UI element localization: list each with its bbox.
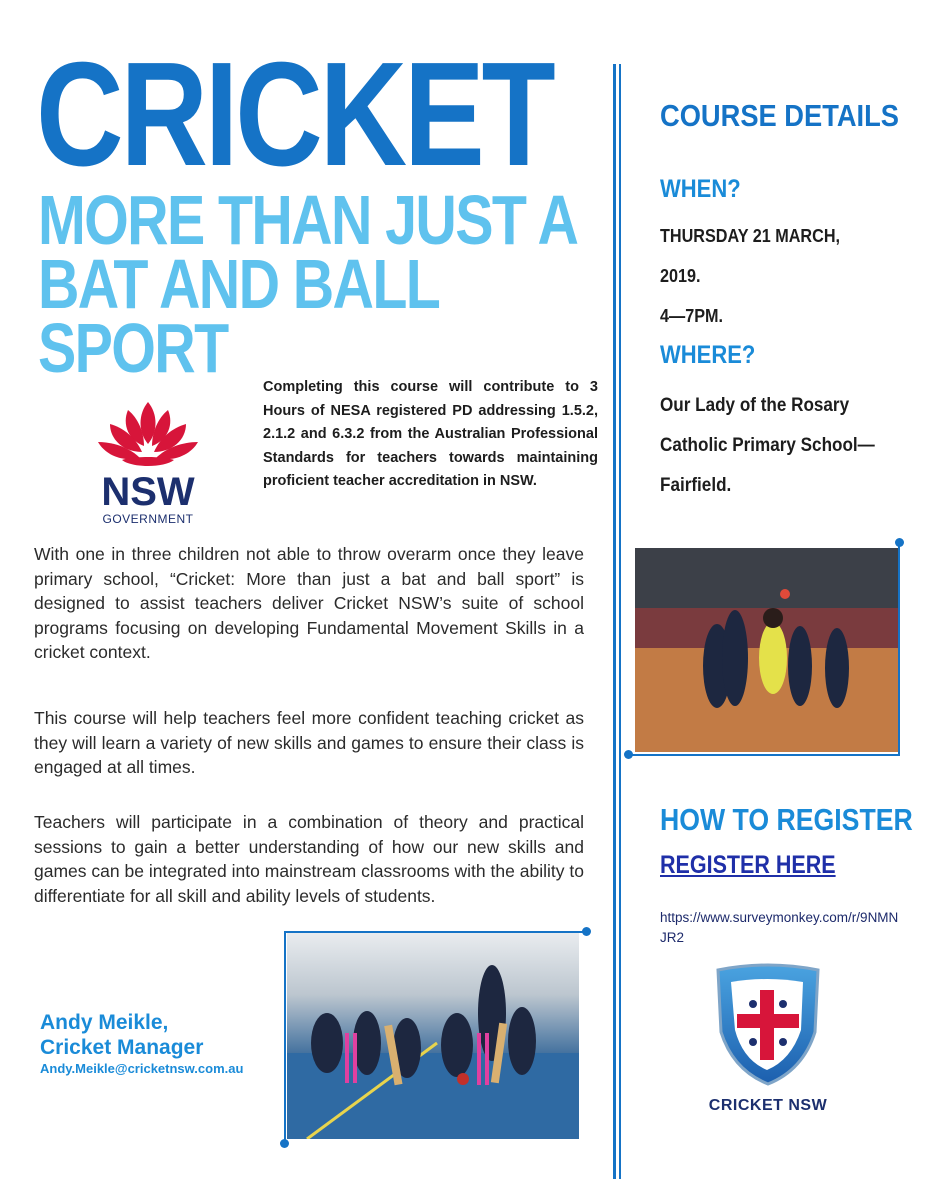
photo1-bottom-line <box>628 754 900 756</box>
course-date-line-1: THURSDAY 21 MARCH, <box>660 226 841 246</box>
confidence-paragraph: This course will help teachers feel more confident teaching cricket as they will learn a variety of new skills and games to ensure their class is engaged at all times. <box>34 708 584 777</box>
course-date-line-2: 2019. <box>660 266 701 286</box>
photo2-dot-right <box>582 927 591 936</box>
contact-email[interactable]: Andy.Meikle@cricketnsw.com.au <box>40 1061 244 1076</box>
register-here-link[interactable]: REGISTER HERE <box>660 851 836 879</box>
cricket-nsw-logo-text: CRICKET NSW <box>708 1097 828 1114</box>
course-details-heading: COURSE DETAILS <box>660 98 899 133</box>
how-to-register-heading: HOW TO REGISTER <box>660 802 913 837</box>
headline-sub-line-2: BAT AND BALL <box>38 245 440 323</box>
register-url[interactable]: https://www.surveymonkey.com/r/9NMNJR2 <box>660 910 899 945</box>
contact-role: Cricket Manager <box>40 1036 204 1059</box>
nsw-government-logo <box>88 398 208 528</box>
nesa-accreditation-text: Completing this course will contribute to 3 Hours of NESA registered PD addressing 1.5.2, 2.1.2 and 6.3.2 from the Australian Professional Standards for teachers towards maintaining proficient teacher accreditation in NSW. <box>263 379 598 489</box>
course-time: 4—7PM. <box>660 306 724 326</box>
intro-paragraph: With one in three children not able to throw overarm once they leave primary school, “Cricket: More than just a bat and ball sport” is designed to assist teachers deliver Cricket NSW’s suite of school programs focusing on developing Fundamental Movement Skills in a cricket context. <box>34 544 584 662</box>
course-location: Our Lady of the Rosary Catholic Primary School—Fairfield. <box>660 395 875 496</box>
sessions-paragraph: Teachers will participate in a combination of theory and practical sessions to gain a better understanding of how our new skills and games can be integrated into mainstream classrooms with the ability to differentiate for all skill and ability levels of students. <box>34 812 584 906</box>
photo2-dot-bottom <box>280 1139 289 1148</box>
photo2-left-line <box>284 931 286 1143</box>
waratah-flower-icon <box>92 398 204 470</box>
contact-name: Andy Meikle, <box>40 1011 169 1034</box>
column-divider-thick <box>613 64 616 1179</box>
teacher-students-illustration <box>635 548 898 752</box>
nsw-logo-word: NSW <box>101 470 195 514</box>
students-cricket-photo <box>287 933 579 1139</box>
when-heading: WHEN? <box>660 175 741 203</box>
headline-sub <box>38 181 612 387</box>
teacher-students-photo <box>635 548 898 752</box>
headline-main: CRICKET <box>36 32 553 197</box>
column-divider-thin <box>619 64 621 1179</box>
headline-sub-line-1: MORE THAN JUST A <box>38 181 578 259</box>
contact-block <box>40 1010 243 1078</box>
photo1-right-line <box>898 544 900 756</box>
photo1-dot-left <box>624 750 633 759</box>
cricket-nsw-shield-icon <box>703 962 833 1088</box>
cricket-nsw-logo <box>703 962 833 1122</box>
photo1-dot-top <box>895 538 904 547</box>
nsw-logo-government: GOVERNMENT <box>102 512 194 526</box>
headline-sub-line-3: SPORT <box>38 309 228 387</box>
students-cricket-illustration <box>287 933 579 1139</box>
where-heading: WHERE? <box>660 341 756 369</box>
